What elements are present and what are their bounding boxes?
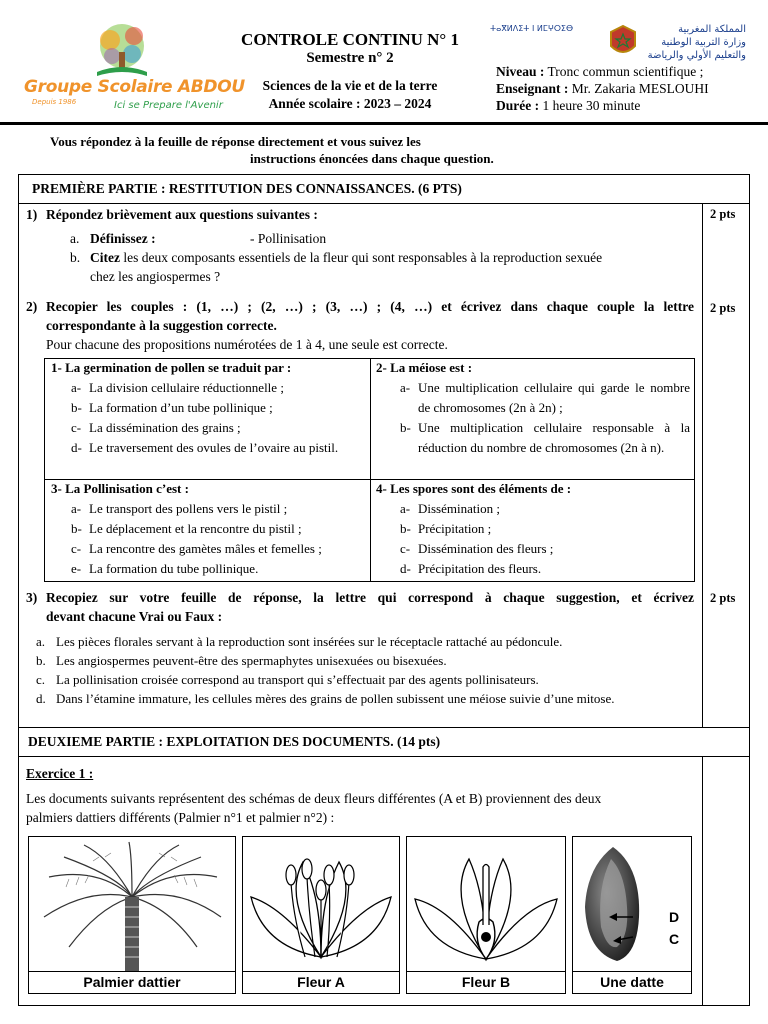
ministry-name-2: والتعليم الأولي والرياضة bbox=[647, 50, 746, 61]
q1-a-label: Définissez : bbox=[90, 231, 156, 246]
q2-text: Recopier les couples : (1, …) ; (2, …) ; (3, …) ; (4, …) et écrivez dans chaque couple la lettre bbox=[46, 299, 694, 314]
header-divider bbox=[0, 122, 768, 125]
q1-text: Répondez brièvement aux questions suivantes : bbox=[46, 207, 318, 222]
q1-a-text: - Pollinisation bbox=[250, 231, 327, 246]
caption-date: Une datte bbox=[573, 971, 691, 993]
q3-number: 3) bbox=[26, 590, 38, 605]
intro-line-2: instructions énoncées dans chaque question. bbox=[250, 151, 494, 166]
points-column-divider bbox=[702, 203, 703, 727]
mcq-table bbox=[44, 358, 695, 582]
caption-flower-b: Fleur B bbox=[407, 971, 565, 993]
ministry-kingdom: المملكة المغربية bbox=[678, 24, 746, 35]
q1-b-key: b. bbox=[70, 250, 81, 265]
q1-points: 2 pts bbox=[710, 207, 736, 221]
q2-points: 2 pts bbox=[710, 301, 736, 315]
divider bbox=[18, 727, 750, 728]
q3-points: 2 pts bbox=[710, 591, 736, 605]
mcq-cell-2: 2- La méiose est : a- Une multiplication cellulaire qui garde le nombre de chromosomes (2n à 2n) ; b- Une multiplication cellulaire responsable à la réduction du nombre de chromosomes (2n à n). bbox=[376, 360, 690, 455]
flower-a-figure bbox=[242, 836, 400, 994]
enseignant: Enseignant : Mr. Zakaria MESLOUHI bbox=[496, 81, 709, 96]
q2-text-2: correspondante à la suggestion correcte. bbox=[46, 318, 277, 333]
q3-text-2: devant chacune Vrai ou Faux : bbox=[46, 609, 223, 624]
q2-number: 2) bbox=[26, 299, 38, 314]
caption-palm: Palmier dattier bbox=[29, 971, 235, 993]
palm-tree-icon bbox=[29, 837, 235, 971]
part1-title: PREMIÈRE PARTIE : RESTITUTION DES CONNAISSANCES. (6 PTS) bbox=[32, 181, 462, 196]
date-label-c: C bbox=[669, 931, 680, 947]
q1-a-key: a. bbox=[70, 231, 80, 246]
q1-number: 1) bbox=[26, 207, 38, 222]
school-year: Année scolaire : 2023 – 2024 bbox=[268, 96, 432, 111]
ministry-name: وزارة التربية الوطنية bbox=[661, 37, 746, 48]
caption-flower-a: Fleur A bbox=[243, 971, 399, 993]
exam-title: CONTROLE CONTINU N° 1 bbox=[241, 30, 459, 49]
date-fruit-icon bbox=[573, 837, 691, 971]
intro-line-1: Vous répondez à la feuille de réponse directement et vous suivez les bbox=[50, 134, 421, 149]
exercise1-title: Exercice 1 : bbox=[26, 766, 94, 781]
school-name: Groupe Scolaire ABDOU bbox=[24, 77, 245, 97]
flower-icon bbox=[243, 837, 399, 971]
divider bbox=[370, 359, 371, 581]
ministry-tifinagh: ⵜⴰⴳⵍⴷⵉⵜ ⵏ ⵍⵎⵖⵔⵉⴱ bbox=[490, 24, 574, 33]
school-since: Depuis 1986 bbox=[32, 98, 77, 106]
semester: Semestre n° 2 bbox=[306, 50, 394, 66]
q3-list: a. Les pièces florales servant à la reproduction sont insérées sur le réceptacle rattaché au pédoncule. b. Les angiospermes peuvent-être des spermaphytes unisexuées ou bisexuées. c. La pollinisation croisée correspond au transport qui s’effectuait par des agents pollinisateurs. d. Dans l’étamine immature, les cellules mères des grains de pollen subissent une méiose suivie d’une mitose. bbox=[36, 634, 615, 706]
moroccan-emblem-icon bbox=[606, 22, 640, 62]
q1-b-text-2: chez les angiospermes ? bbox=[90, 269, 221, 284]
school-slogan: Ici se Prepare l'Avenir bbox=[114, 100, 223, 111]
mcq-cell-1: 1- La germination de pollen se traduit par : a- La division cellulaire réductionnelle ; b- La formation d’un tube pollinique ; c- La dissémination des grains ; d- Le traversement des ovules de l’ovaire au pistil. bbox=[51, 360, 339, 455]
duree: Durée : 1 heure 30 minute bbox=[496, 98, 641, 113]
date-label-d: D bbox=[669, 909, 680, 925]
niveau: Niveau : Tronc commun scientifique ; bbox=[496, 64, 704, 79]
q3-text: Recopiez sur votre feuille de réponse, la lettre qui correspond à chaque suggestion, et écrivez bbox=[46, 590, 694, 605]
q1-b-text: Citez les deux composants essentiels de la fleur qui sont responsables à la reproduction sexuée bbox=[90, 250, 603, 265]
part2-title: DEUXIEME PARTIE : EXPLOITATION DES DOCUMENTS. (14 pts) bbox=[28, 734, 441, 749]
flower-b-figure bbox=[406, 836, 566, 994]
exercise1-text-2: palmiers dattiers différents (Palmier n°1 et palmier n°2) : bbox=[26, 810, 335, 825]
exercise1-text: Les documents suivants représentent des schémas de deux fleurs différentes (A et B) proviennent des deux bbox=[26, 791, 602, 806]
flower-icon bbox=[407, 837, 565, 971]
mcq-cell-3: 3- La Pollinisation c’est : a- Le transport des pollens vers le pistil ; b- Le déplacement et la rencontre du pistil ; c- La rencontre des gamètes mâles et femelles ; e- La formation du tube pollinique. bbox=[51, 481, 322, 576]
mcq-cell-4: 4- Les spores sont des éléments de : a- Dissémination ; b- Précipitation ; c- Dissémination des fleurs ; d- Précipitation des fleurs. bbox=[376, 481, 572, 576]
date-fruit-figure bbox=[572, 836, 692, 994]
points-column-divider bbox=[702, 756, 703, 1006]
divider bbox=[18, 203, 750, 204]
ministry-logo bbox=[488, 22, 750, 64]
palm-tree-figure bbox=[28, 836, 236, 994]
school-logo bbox=[22, 22, 245, 114]
q2-subtext: Pour chacune des propositions numérotées de 1 à 4, une seule est correcte. bbox=[46, 337, 448, 352]
subject: Sciences de la vie et de la terre bbox=[262, 78, 438, 93]
divider bbox=[18, 756, 750, 757]
